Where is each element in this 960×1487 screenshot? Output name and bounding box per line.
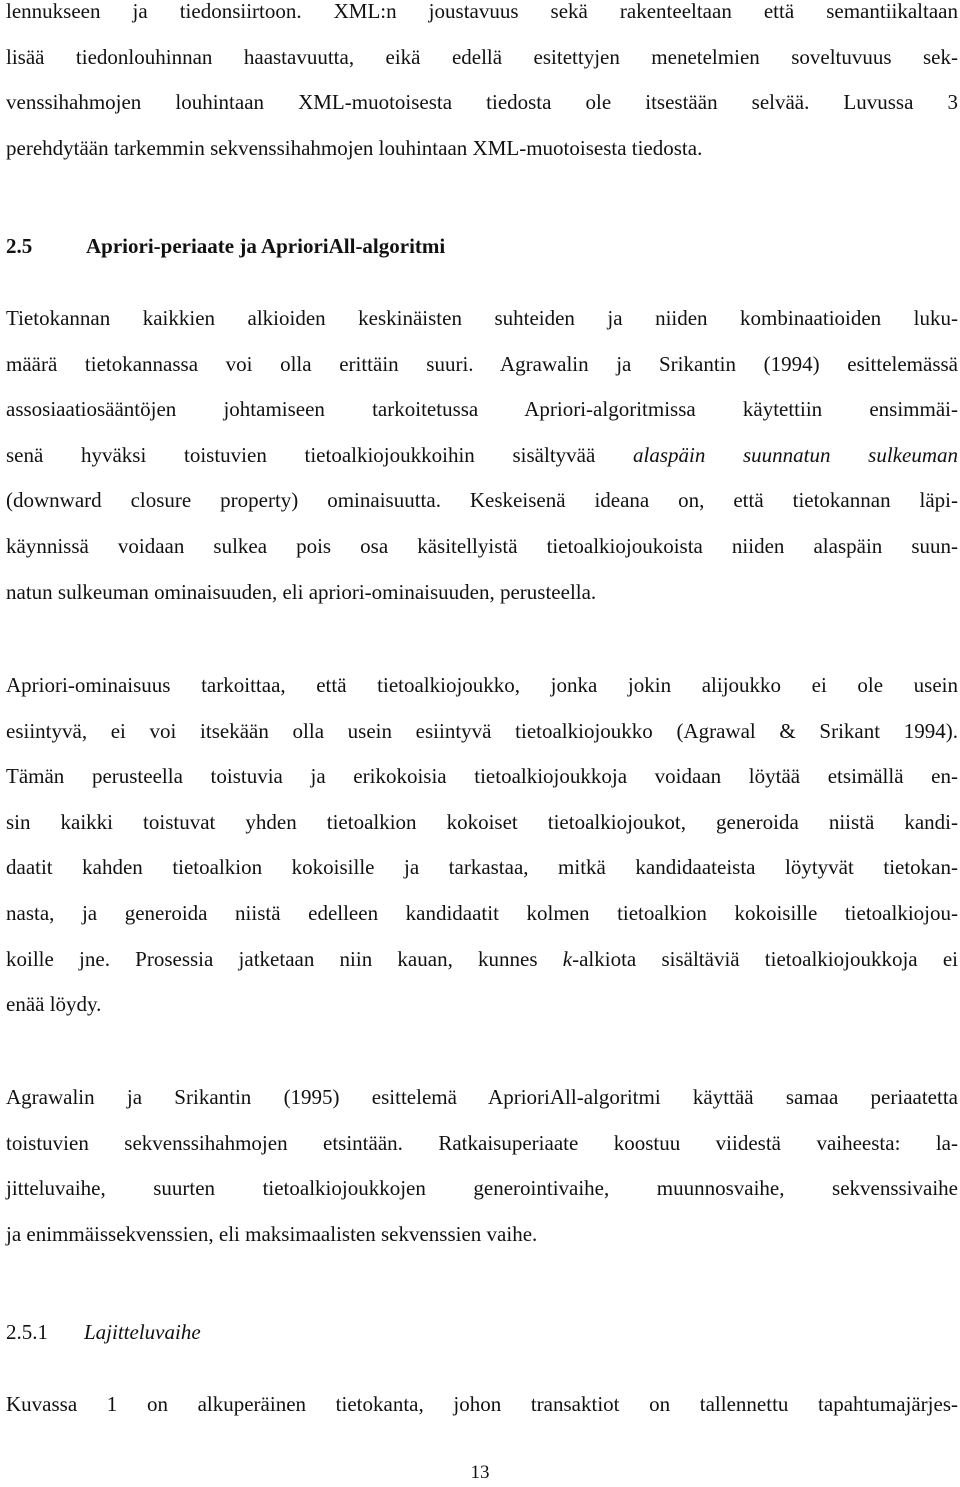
text-line: (downward closure property) ominaisuutta. Keskeisenä ideana on, että tietokannan läpi-	[6, 488, 958, 513]
text-line: määrä tietokannassa voi olla erittäin suuri. Agrawalin ja Srikantin (1994) esittelemässä	[6, 351, 958, 376]
section-heading	[6, 224, 445, 270]
italic-variable: k	[562, 946, 573, 971]
text-line: nasta, ja generoida niistä edelleen kandidaatit kolmen tietoalkion kokoisille tietoalkiojou-	[6, 900, 958, 925]
text-line	[6, 433, 958, 479]
subsection-title: Lajitteluvaihe	[84, 1320, 201, 1344]
text-segment: -alkiota sisältäviä tietoalkiojoukkoja ei	[572, 946, 958, 971]
section-number: 2.5	[6, 234, 33, 258]
text-line: Tämän perusteella toistuvia ja erikokoisia tietoalkiojoukkoja voidaan löytää etsimällä en-	[6, 764, 958, 789]
text-line: käynnissä voidaan sulkea pois osa käsitellyistä tietoalkiojoukoista niiden alaspäin suun-	[6, 533, 958, 558]
paragraph	[6, 296, 958, 615]
section-title: Apriori-periaate ja AprioriAll-algoritmi	[86, 234, 446, 258]
text-line: Tietokannan kaikkien alkioiden keskinäisten suhteiden ja niiden kombinaatioiden luku-	[6, 306, 958, 330]
text-line: Kuvassa 1 on alkuperäinen tietokanta, johon transaktiot on tallennettu tapahtumajärjes-	[6, 1392, 958, 1416]
text-line: enää löydy.	[6, 992, 102, 1017]
text-line: esiintyvä, ei voi itsekään olla usein esiintyvä tietoalkiojoukko (Agrawal & Srikant 1994).	[6, 718, 958, 743]
text-line: natun sulkeuman ominaisuuden, eli apriori-ominaisuuden, perusteella.	[6, 579, 597, 604]
text-line: lisää tiedonlouhinnan haastavuutta, eikä edellä esitettyjen menetelmien soveltuvuus sek-	[6, 44, 958, 69]
text-line: Agrawalin ja Srikantin (1995) esittelemä AprioriAll-algoritmi käyttää samaa periaatetta	[6, 1085, 958, 1109]
text-line: jitteluvaihe, suurten tietoalkiojoukkojen generointivaihe, muunnosvaihe, sekvenssivaihe	[6, 1176, 958, 1201]
text-segment: koille jne. Prosessia jatketaan niin kauan, kunnes	[6, 946, 563, 971]
intro-paragraph	[6, 0, 958, 171]
italic-term: alaspäin suunnatun sulkeuman	[632, 442, 958, 467]
subsection-heading	[6, 1310, 201, 1356]
paragraph	[6, 663, 958, 1028]
paragraph	[6, 1075, 958, 1257]
text-line: assosiaatiosääntöjen johtamiseen tarkoitetussa Apriori-algoritmissa käytettiin ensimmäi-	[6, 397, 958, 422]
text-line: sin kaikki toistuvat yhden tietoalkion kokoiset tietoalkiojoukot, generoida niistä kandi-	[6, 809, 958, 834]
page-number: 13	[470, 1462, 490, 1483]
text-line: perehdytään tarkemmin sekvenssihahmojen louhintaan XML-muotoisesta tiedosta.	[6, 135, 703, 160]
text-line: Apriori-ominaisuus tarkoittaa, että tietoalkiojoukko, jonka jokin alijoukko ei ole usein	[6, 673, 958, 697]
text-line: venssihahmojen louhintaan XML-muotoisesta tiedosta ole itsestään selvää. Luvussa 3	[6, 90, 958, 115]
text-line: ja enimmäissekvenssien, eli maksimaalisten sekvenssien vaihe.	[6, 1221, 538, 1246]
text-segment: senä hyväksi toistuvien tietoalkiojoukkoihin sisältyvää	[6, 442, 633, 467]
text-line: lennukseen ja tiedonsiirtoon. XML:n joustavuus sekä rakenteeltaan että semantiikaltaan	[6, 0, 958, 23]
text-line: daatit kahden tietoalkion kokoisille ja tarkastaa, mitkä kandidaateista löytyvät tietokan-	[6, 855, 958, 880]
text-line	[6, 937, 958, 983]
paragraph	[6, 1382, 958, 1428]
subsection-number: 2.5.1	[6, 1320, 48, 1344]
text-line: toistuvien sekvenssihahmojen etsintään. Ratkaisuperiaate koostuu viidestä vaiheesta: la-	[6, 1130, 958, 1155]
